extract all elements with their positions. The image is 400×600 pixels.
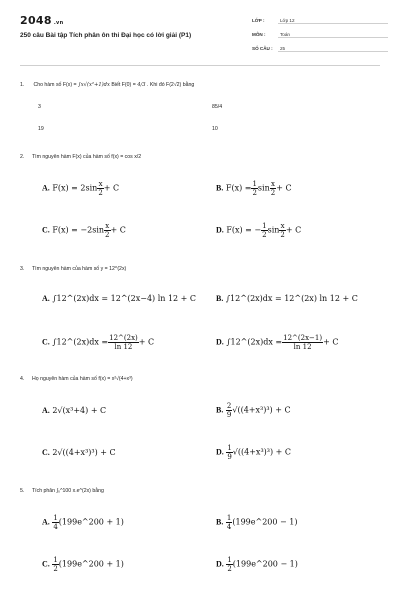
question-3: 3. Tìm nguyên hàm của hàm số y = 12^(2x) [20,266,127,272]
site-logo[interactable]: 2048 .vn [20,14,64,27]
q5-option-c[interactable]: C. $\frac{1}{2}$ (199e^200 + 1) [42,556,124,573]
q5-option-b[interactable]: B. $\frac{1}{4}$ (199e^200 − 1) [216,514,298,531]
question-2: 2. Tìm nguyên hàm F(x) của hàm số f(x) = cos x/2 [20,154,142,160]
q1-option-d[interactable]: 10 [212,126,218,132]
question-4: 4. Họ nguyên hàm của hàm số f(x) = x²√(4+x³) [20,376,133,382]
q4-option-c[interactable]: C. 2√((4+x³)³) + C [42,448,116,457]
q3-option-b[interactable]: B. ∫12^(2x)dx = 12^(2x) ln 12 + C [216,294,358,303]
q3-option-c[interactable]: C. ∫12^(2x)dx = $\frac{12\^{}(2x)}{\ln 12}$ + C [42,334,155,351]
q5-option-a[interactable]: A. $\frac{1}{4}$ (199e^200 + 1) [42,514,124,531]
q4-option-b[interactable]: B. $\frac{2}{9}$ √((4+x³)³) + C [216,402,291,419]
q2-option-b[interactable]: B. F(x) = $\frac{1}{2}$ sin $\frac{x}{2}$ + C [216,180,292,197]
question-count-field: SỐ CÂU : 25 [252,46,388,52]
q2-option-a[interactable]: A. F(x) = 2sin $\frac{x}{2}$ + C [42,180,120,197]
subject-field: MÔN : Toán [252,32,388,38]
q4-option-d[interactable]: D. $\frac{1}{9}$ √((4+x³)³) + C [216,444,292,461]
header-divider [20,65,380,66]
q1-option-b[interactable]: 85/4 [212,104,223,110]
q2-option-d[interactable]: D. F(x) = − $\frac{1}{2}$ sin $\frac{x}{2}$ + C [216,222,302,239]
q2-option-c[interactable]: C. F(x) = −2sin $\frac{x}{2}$ + C [42,222,126,239]
class-field: LỚP : Lớp 12 [252,18,388,24]
q5-option-d[interactable]: D. $\frac{1}{2}$ (199e^200 − 1) [216,556,298,573]
question-1: 1. Cho hàm số F(x) = ∫x√(x²+1)dx Biết F(0) = 4/3 . Khi đó F(2√2) bằng [20,82,195,88]
question-5: 5. Tích phân ∫₀^100 x.e^(2x) bằng [20,488,104,494]
q3-option-d[interactable]: D. ∫12^(2x)dx = $\frac{12\^{}(2x-1)}{\ln 12}$ + C [216,334,339,351]
q3-option-a[interactable]: A. ∫12^(2x)dx = 12^(2x−4) ln 12 + C [42,294,197,303]
q1-option-c[interactable]: 19 [38,126,44,132]
q1-option-a[interactable]: 3 [38,104,41,110]
q4-option-a[interactable]: A. 2√(x³+4) + C [42,406,107,415]
document-title: 250 câu Bài tập Tích phân ôn thi Đại học có lời giải (P1) [20,32,192,39]
